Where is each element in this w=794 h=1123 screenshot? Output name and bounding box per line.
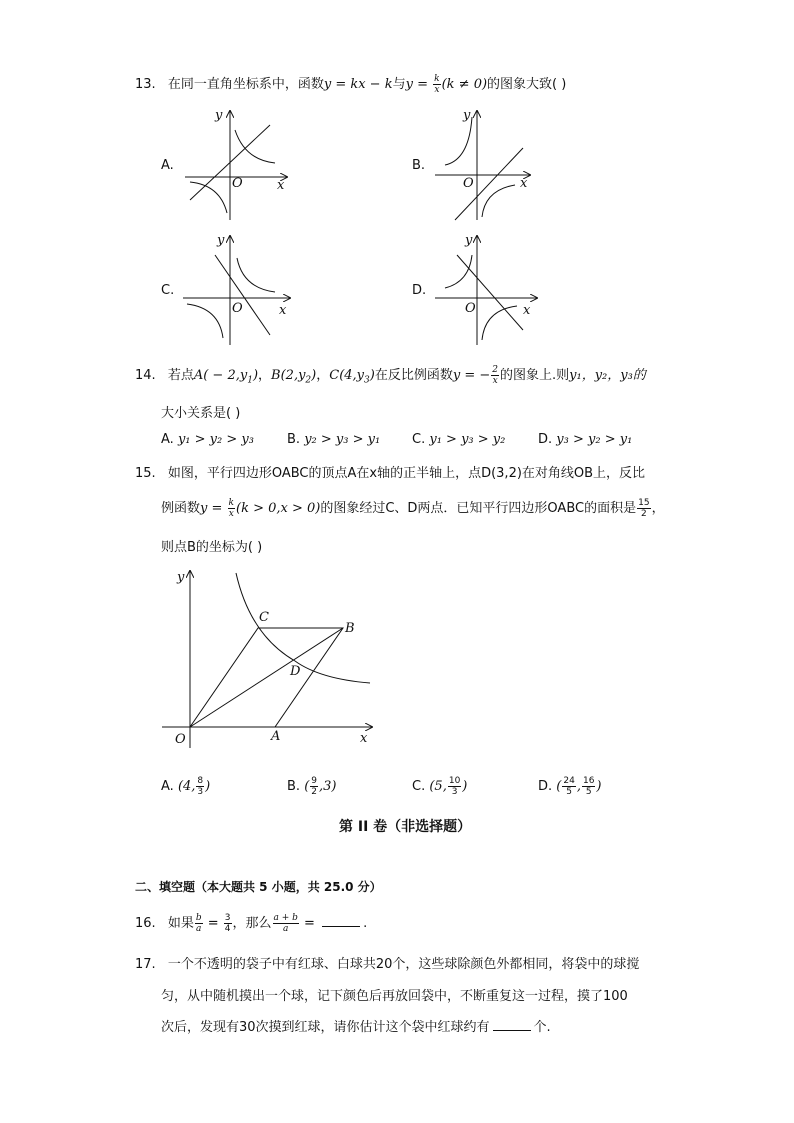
hyperbola-branch-1 bbox=[445, 255, 472, 288]
diagonal-ob bbox=[190, 628, 343, 727]
q17-line3: 次后，发现有30次摸到红球，请你估计这个袋中红球约有 个. bbox=[161, 1020, 551, 1035]
q14-line1: 14. 若点$A( - 2,y_1)$，$B(2,y_2)$，$C(4,y_3)$在反比例函数y = − $\frac{2}{x}$ 的图象上.则y₁，y₂，y₃的 bbox=[135, 365, 646, 386]
q15-line1: 15. 如图，平行四边形OABC的顶点A在x轴的正半轴上，点D(3,2)在对角线OB上，反比 bbox=[135, 466, 646, 481]
origin-label: O bbox=[232, 176, 243, 191]
q15-line3: 则点B的坐标为( ) bbox=[161, 540, 263, 555]
origin-label: O bbox=[465, 301, 476, 316]
q13-graph-b[interactable] bbox=[425, 105, 550, 225]
q15-option-b[interactable]: B. ( $\frac{9}{2}$ ,3) bbox=[287, 776, 337, 797]
q13-option-d-label[interactable]: D. bbox=[412, 283, 427, 298]
q13-graph-d[interactable] bbox=[425, 230, 550, 350]
q16-number: 16. bbox=[135, 916, 156, 931]
q13-prefix: 在同一直角坐标系中，函数 bbox=[167, 77, 324, 92]
point-d-label: D bbox=[290, 664, 301, 679]
point-b-label: B bbox=[345, 621, 355, 636]
q15-area-frac: $\frac{15}{2}$ bbox=[638, 498, 650, 519]
x-label: x bbox=[279, 303, 287, 318]
origin-label: O bbox=[232, 301, 243, 316]
q15-option-d[interactable]: D. ( $\frac{24}{5}$ , $\frac{16}{5}$ ) bbox=[538, 776, 602, 797]
q17-line2: 匀，从中随机摸出一个球，记下颜色后再放回袋中，不断重复这一过程，摸了100 bbox=[161, 989, 628, 1004]
q15-number: 15. bbox=[135, 466, 156, 481]
q14-option-a[interactable]: A. y₁ > y₂ > y₃ bbox=[161, 432, 254, 447]
q15-line2: 例函数y = $\frac{k}{x}$ (k > 0,x > 0)的图象经过C、D两点．已知平行四边形OABC的面积是 $\frac{15}{2}$ ， bbox=[161, 498, 665, 519]
q14-option-b[interactable]: B. y₂ > y₃ > y₁ bbox=[287, 432, 381, 447]
hyperbola-branch-1 bbox=[237, 258, 275, 292]
q15-func-frac: $\frac{k}{x}$ bbox=[228, 498, 234, 519]
q13-option-c-label[interactable]: C. bbox=[161, 283, 175, 298]
q13-func2-frac: $\frac{k}{x}$ bbox=[434, 74, 440, 95]
q13-suffix: 的图象大致( ) bbox=[487, 77, 567, 92]
linear-graph bbox=[215, 255, 270, 335]
point-a-label: A bbox=[271, 729, 281, 744]
hyperbola-branch-2 bbox=[482, 306, 517, 340]
y-label: y bbox=[465, 233, 473, 248]
y-label: y bbox=[215, 108, 223, 123]
point-b: B(2,y bbox=[271, 368, 306, 383]
q14-line2: 大小关系是( ) bbox=[161, 406, 241, 421]
q13-stem bbox=[135, 73, 566, 95]
section-title: 第 II 卷（非选择题） bbox=[339, 819, 472, 835]
point-a: A( − 2,y bbox=[193, 368, 248, 383]
q13-func2-lhs: y = bbox=[405, 77, 433, 92]
origin-label: O bbox=[463, 176, 474, 191]
q14-option-c[interactable]: C. y₁ > y₃ > y₂ bbox=[412, 432, 506, 447]
q14-func-frac: $\frac{2}{x}$ bbox=[492, 365, 498, 386]
q14-option-d[interactable]: D. y₃ > y₂ > y₁ bbox=[538, 432, 633, 447]
y-label: y bbox=[463, 108, 471, 123]
q14-number: 14. bbox=[135, 368, 156, 383]
q13-graph-c[interactable] bbox=[175, 230, 300, 350]
q16: 16. 如果 $\frac{b}{a}$ = $\frac{3}{4}$ ，那么 $\frac{a + b}{a}$ = . bbox=[135, 913, 368, 934]
q17-line1: 17. 一个不透明的袋子中有红球、白球共20个，这些球除颜色外都相同，将袋中的球搅 bbox=[135, 957, 640, 972]
q13-number: 13. bbox=[135, 77, 156, 92]
q17-number: 17. bbox=[135, 957, 156, 972]
y-label: y bbox=[217, 233, 225, 248]
q13-graph-a[interactable] bbox=[175, 105, 300, 225]
hyperbola-branch-1 bbox=[235, 130, 275, 163]
hyperbola-branch-2 bbox=[187, 304, 223, 338]
q13-func1: y = kx − k bbox=[323, 77, 393, 92]
q17-answer-blank[interactable] bbox=[493, 1030, 531, 1031]
hyperbola-branch-2 bbox=[190, 182, 227, 213]
q13-option-b-label[interactable]: B. bbox=[412, 158, 426, 173]
x-label: x bbox=[360, 731, 368, 746]
hyperbola-branch-1 bbox=[445, 117, 472, 165]
q15-figure[interactable] bbox=[160, 565, 380, 750]
q13-option-a-label[interactable]: A. bbox=[161, 158, 174, 173]
part2-heading: 二、填空题（本大题共 5 小题，共 25.0 分） bbox=[135, 880, 382, 894]
q13-mid: 与 bbox=[392, 77, 406, 92]
x-label: x bbox=[523, 303, 531, 318]
origin-label: O bbox=[175, 732, 186, 747]
q14-vars: y₁，y₂，y₃的 bbox=[569, 368, 646, 383]
point-c-label: C bbox=[259, 610, 269, 625]
hyperbola-branch-2 bbox=[482, 185, 515, 217]
y-label: y bbox=[177, 570, 185, 585]
q15-option-c[interactable]: C. (5, $\frac{10}{3}$ ) bbox=[412, 776, 468, 797]
q16-answer-blank[interactable] bbox=[322, 926, 360, 927]
q15-option-a[interactable]: A. (4, $\frac{8}{3}$ ) bbox=[161, 776, 211, 797]
x-label: x bbox=[277, 178, 285, 193]
q13-func2-rest: (k ≠ 0) bbox=[441, 77, 488, 92]
point-c: C(4,y bbox=[329, 368, 365, 383]
x-label: x bbox=[520, 176, 528, 191]
